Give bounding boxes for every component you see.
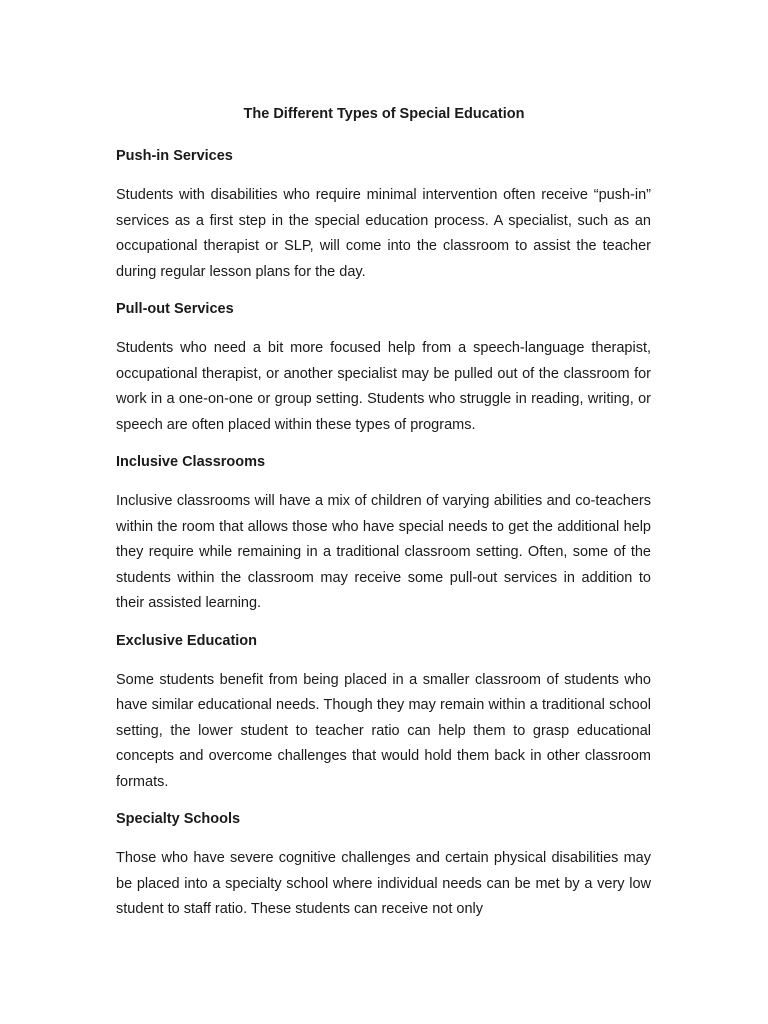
document-title: The Different Types of Special Education <box>243 106 525 122</box>
section-heading: Exclusive Education <box>116 632 258 649</box>
section-push-in-services <box>116 146 651 285</box>
section-paragraph: Students with disabilities who require minimal intervention often receive “push-in” services as a first step in the special education process. A specialist, such as an occupational therapist or SLP, will come into the classroom to assist the teacher during regular lesson plans for the day. <box>116 187 651 280</box>
section-paragraph: Those who have severe cognitive challenges and certain physical disabilities may be placed into a specialty school where individual needs can be met by a very low student to staff ratio. These students can receive not only <box>116 850 651 917</box>
section-paragraph: Some students benefit from being placed in a smaller classroom of students who have similar educational needs. Though they may remain within a traditional school setting, the lower student to teacher ratio can help them to grasp educational concepts and overcome challenges that would hold them back in other classroom formats. <box>116 671 651 790</box>
section-inclusive-classrooms <box>116 452 651 617</box>
section-specialty-schools <box>116 809 651 923</box>
section-heading: Specialty Schools <box>116 811 241 827</box>
section-paragraph: Students who need a bit more focused help from a speech-language therapist, occupational therapist, or another specialist may be pulled out of the classroom for work in a one-on-one or group setting. Students who struggle in reading, writing, or speech are often placed within these types of programs. <box>116 340 651 433</box>
section-exclusive-education <box>116 631 651 796</box>
section-pull-out-services <box>116 299 651 438</box>
section-heading: Pull-out Services <box>116 301 234 317</box>
section-heading: Push-in Services <box>116 148 233 164</box>
document-body <box>116 146 651 937</box>
section-paragraph: Inclusive classrooms will have a mix of children of varying abilities and co-teachers within the room that allows those who have special needs to get the additional help they require while remaining in a traditional classroom setting. Often, some of the students within the classroom may receive some pull-out services in addition to their assisted learning. <box>116 493 651 611</box>
section-heading: Inclusive Classrooms <box>116 454 266 470</box>
